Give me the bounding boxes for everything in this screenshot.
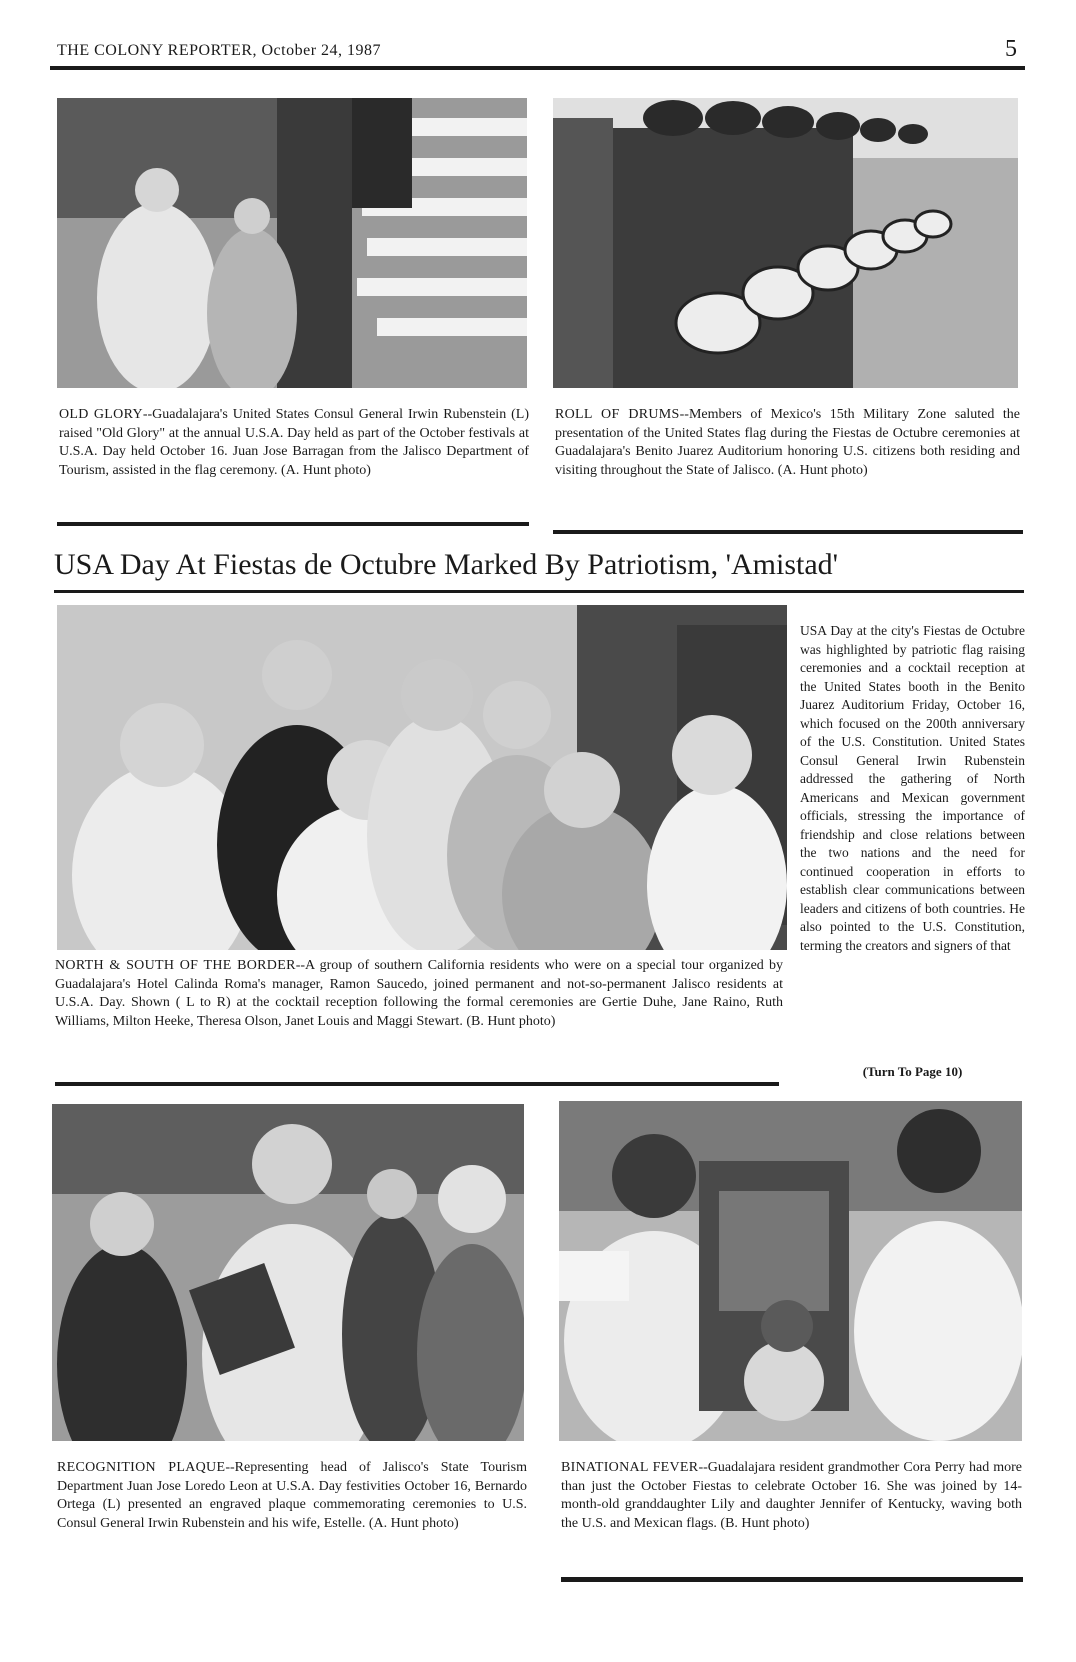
masthead-rule: [50, 66, 1025, 70]
caption-text: --A group of southern California residents who were on a special tour organized by Guadalajara's Hotel Calinda Roma's manager, Ramon Saucedo, joined permanent and not-so-permanent Jalisco residents at U.S.A. Day. Shown ( L to R) at the cocktail reception following the formal ceremonies are Gertie Duhe, Jane Raino, Ruth Williams, Milton Heeke, Theresa Olson, Janet Louis and Maggi Stewart. (B. Hunt photo): [55, 958, 783, 1029]
section-rule: [57, 522, 529, 526]
photo-recognition-plaque: [52, 1104, 524, 1441]
bottom-rule: [561, 1577, 1023, 1582]
article-body: USA Day at the city's Fiestas de Octubre was highlighted by patriotic flag raising ceremonies and a cocktail reception at the United States booth in the Benito Juarez Auditorium Friday, October 16, which focused on the 200th anniversary of the U.S. Constitution. United States Consul General Irwin Rubenstein addressed the gathering of North Americans and Mexican government officials, stressing the importance of friendship and close relations between the two nations and the need for continued cooperation in efforts to establish clear communications between leaders and citizens of both countries. He also pointed to the U.S. Constitution, terming the creators and signers of that: [800, 623, 1025, 953]
caption-old-glory: [59, 406, 529, 480]
caption-label: NORTH & SOUTH OF THE BORDER: [55, 958, 296, 973]
page-number: 5: [1005, 36, 1017, 62]
caption-recognition-plaque: [57, 1459, 527, 1533]
caption-label: BINATIONAL FEVER: [561, 1460, 699, 1475]
caption-text: --Guadalajara's United States Consul General Irwin Rubenstein (L) raised "Old Glory" at the annual U.S.A. Day held as part of the October festivals at U.S.A. Day held October 16. Juan Jose Barragan from the Jalisco Department of Tourism, assisted in the flag ceremony. (A. Hunt photo): [59, 407, 530, 478]
caption-north-south: [55, 957, 783, 1031]
headline-rule: [54, 590, 1024, 593]
caption-label: RECOGNITION PLAQUE: [57, 1460, 226, 1475]
photo-old-glory: [57, 98, 527, 388]
photo-north-south: [57, 605, 787, 950]
photo-roll-of-drums: [553, 98, 1018, 388]
caption-text: --Representing head of Jalisco's State Tourism Department Juan Jose Loredo Leon at U.S.A. Day festivities October 16, Bernardo Ortega (L) presented an engraved plaque commemorating ceremonies to U.S. Consul General Irwin Rubenstein and his wife, Estelle. (A. Hunt photo): [57, 1460, 528, 1531]
section-rule: [55, 1082, 779, 1086]
masthead-title: THE COLONY REPORTER, October 24, 1987: [57, 42, 382, 59]
caption-roll-of-drums: [555, 406, 1020, 480]
headline: USA Day At Fiestas de Octubre Marked By Patriotism, 'Amistad': [54, 548, 839, 581]
caption-binational-fever: [561, 1459, 1022, 1533]
caption-text: --Guadalajara resident grandmother Cora Perry had more than just the October Fiestas to celebrate October 16. She was joined by 14-month-old granddaughter Lily and daughter Jennifer of Kentucky, waving both the U.S. and Mexican flags. (B. Hunt photo): [561, 1460, 1023, 1531]
section-rule: [553, 530, 1023, 534]
caption-label: ROLL OF DRUMS: [555, 407, 680, 422]
photo-binational-fever: [559, 1101, 1022, 1441]
caption-label: OLD GLORY: [59, 407, 143, 422]
caption-text: --Members of Mexico's 15th Military Zone saluted the presentation of the United States flag during the Fiestas de Octubre ceremonies at Guadalajara's Benito Juarez Auditorium honoring U.S. citizens both residing and visiting throughout the State of Jalisco. (A. Hunt photo): [555, 407, 1020, 478]
turn-to-page: (Turn To Page 10): [862, 1064, 963, 1079]
